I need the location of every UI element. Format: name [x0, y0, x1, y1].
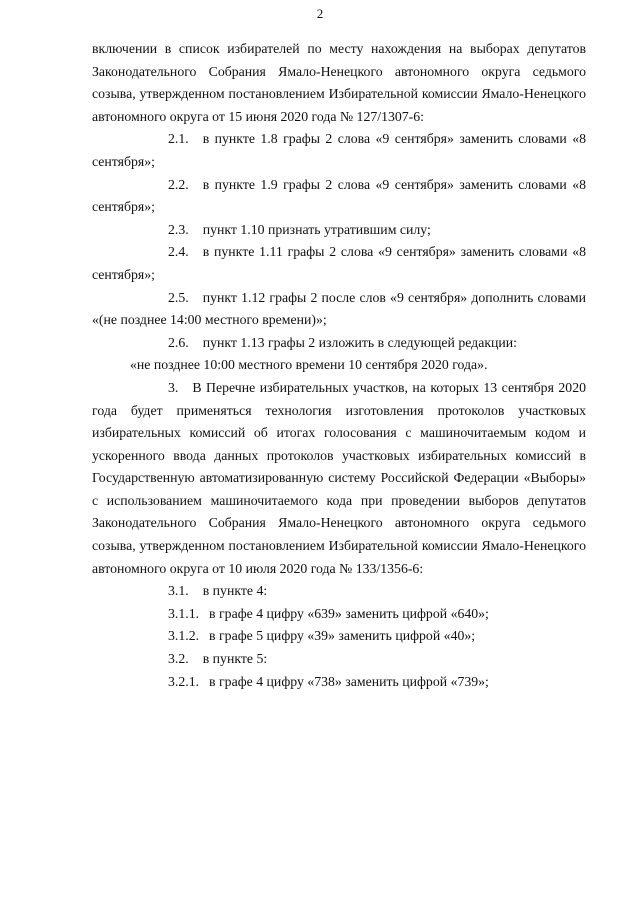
subitem-number: 3.1.	[168, 583, 189, 599]
item-text: в пункте 1.9 графы 2 слова «9 сентября» заменить словами «8 сентября»;	[92, 176, 586, 215]
item-text: пункт 1.13 графы 2 изложить в следующей редакции:	[202, 334, 517, 350]
item-text: пункт 1.10 признать утратившим силу;	[202, 221, 431, 237]
subitem-text: в графе 5 цифру «39» заменить цифрой «40»;	[209, 628, 476, 644]
item-number: 2.2.	[168, 176, 189, 192]
item-text: в пункте 1.8 графы 2 слова «9 сентября» заменить словами «8 сентября»;	[92, 131, 586, 169]
item-2-5	[92, 287, 586, 332]
document-body	[92, 38, 586, 693]
item-2-3	[92, 219, 586, 242]
item-2-2	[92, 174, 586, 219]
item-2-6	[92, 332, 586, 355]
quoted-wording: «не позднее 10:00 местного времени 10 сентября 2020 года».	[130, 357, 488, 373]
intro-paragraph: включении в список избирателей по месту нахождения на выборах депутатов Законодательного Собрания Ямало-Ненецкого автономного округа седьмого созыва, утвержденном постановлением Избирательной комиссии Ямало-Ненецкого автономного округа от 15 июня 2020 года № 127/1307-6:	[92, 41, 586, 124]
item-text: в пункте 1.11 графы 2 слова «9 сентября» заменить словами «8 сентября»;	[92, 244, 586, 282]
subitem-3-1-2	[92, 625, 586, 648]
subitem-text: в пункте 4:	[202, 583, 268, 599]
page-number: 2	[316, 6, 324, 21]
item-number: 2.3.	[168, 221, 189, 237]
subitem-3-1	[92, 580, 586, 603]
subitem-text: в графе 4 цифру «738» заменить цифрой «739»;	[209, 673, 489, 689]
item-number: 2.6.	[168, 334, 189, 350]
subitem-text: в пункте 5:	[202, 651, 268, 667]
item-2-1	[92, 128, 586, 173]
subitem-3-2	[92, 648, 586, 671]
subitem-number: 3.1.2.	[168, 628, 200, 644]
subitem-3-1-1	[92, 603, 586, 626]
item-2-4	[92, 241, 586, 286]
subitem-text: в графе 4 цифру «639» заменить цифрой «640»;	[209, 605, 489, 621]
section-3-paragraph	[92, 377, 586, 580]
subitem-number: 3.1.1.	[168, 605, 200, 621]
item-text: пункт 1.12 графы 2 после слов «9 сентября» дополнить словами «(не позднее 14:00 местного времени)»;	[92, 289, 586, 328]
section-number: 3.	[168, 379, 179, 395]
subitem-number: 3.2.	[168, 651, 189, 667]
section-text: В Перечне избирательных участков, на которых 13 сентября 2020 года будет применяться технология изготовления протоколов участковых избирательных комиссий об итогах голосования с машиночитаемым кодом и ускоренного ввода данных протоколов участковых избирательных комиссий в Государственную автоматизированную систему Российской Федерации «Выборы» с использованием машиночитаемого кода при проведении выборов депутатов Законодательного Собрания Ямало-Ненецкого автономного округа седьмого созыва, утвержденном постановлением Избирательной комиссии Ямало-Ненецкого автономного округа от 10 июля 2020 года № 133/1356-6:	[92, 379, 586, 576]
item-number: 2.5.	[168, 289, 189, 305]
subitem-3-2-1	[92, 671, 586, 694]
subitem-number: 3.2.1.	[168, 673, 200, 689]
item-number: 2.4.	[168, 244, 189, 260]
item-number: 2.1.	[168, 131, 189, 147]
